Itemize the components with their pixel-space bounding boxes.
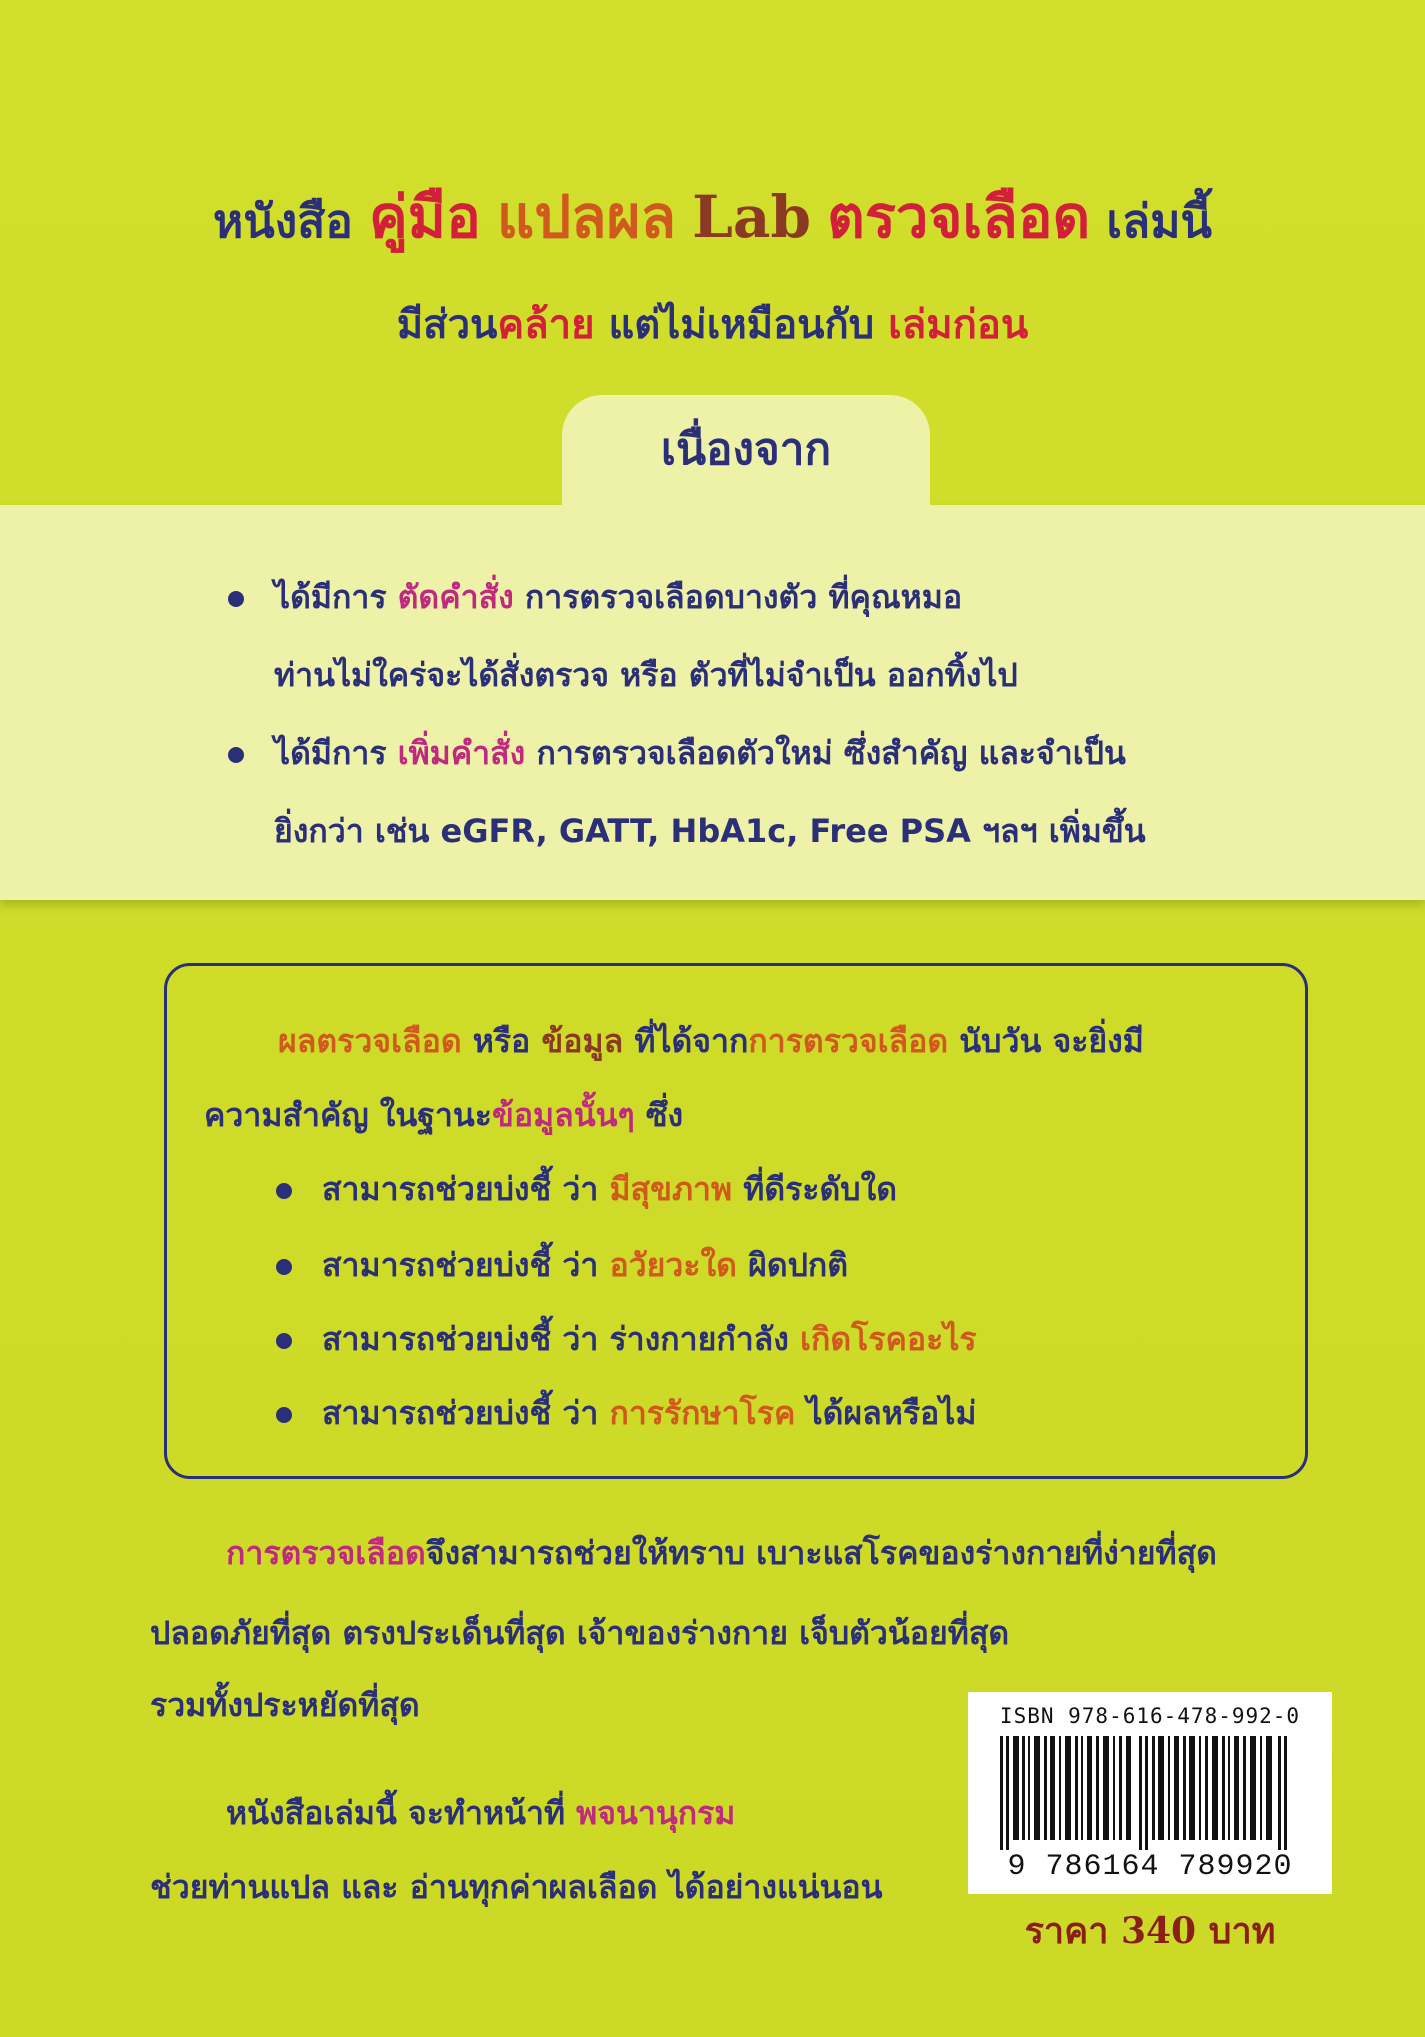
reason-1-c: การตรวจเลือดบางตัว ที่คุณหมอ [524,578,963,616]
info-intro-f: นับวัน จะยิ่งมี [959,1022,1144,1060]
title-interpret: แปลผล [496,183,677,251]
info-item-3 [276,1314,977,1365]
bullet-icon [228,591,244,607]
info-item-2 [276,1240,848,1291]
info-intro [278,1016,1144,1067]
subtitle-previous: เล่มก่อน [888,302,1029,348]
info-item-1 [276,1164,897,1215]
subtitle-part2: แต่ไม่เหมือนกับ [608,302,875,348]
reason-2-b: เพิ่มคำสั่ง [397,734,526,772]
body-p1-line1 [226,1528,1217,1579]
bullet-icon [276,1407,292,1423]
title-blood-test: ตรวจเลือด [827,183,1091,251]
info-line2 [204,1090,683,1141]
info-item-1-c: ที่ดีระดับใด [743,1170,897,1208]
isbn-text: ISBN 978-616-478-992-0 [999,1704,1301,1728]
info-line2-b: ข้อมูลนั้นๆ [491,1096,635,1134]
info-item-1-b: มีสุขภาพ [609,1170,733,1208]
reason-1-a: ได้มีการ [274,578,387,616]
reason-1-line1 [228,572,962,623]
info-intro-a: ผลตรวจเลือด [278,1022,462,1060]
reason-tab: เนื่องจาก [562,395,930,505]
info-intro-b: หรือ [472,1022,531,1060]
title-lab: Lab [692,183,812,251]
bullet-icon [276,1333,292,1349]
price-label: ราคา 340 บาท [1024,1910,1276,1952]
title-prefix: หนังสือ [212,194,353,248]
body-p2-line2: ช่วยท่านแปล และ อ่านทุกค่าผลเลือด ได้อย่างแน่นอน [150,1868,883,1906]
book-title [0,170,1425,263]
book-subtitle [0,292,1425,356]
bullet-icon [276,1259,292,1275]
reason-2-a: ได้มีการ [274,734,387,772]
barcode-label [968,1692,1332,1894]
info-line2-a: ความสำคัญ ในฐานะ [204,1096,492,1134]
reason-1-line2: ท่านไม่ใคร่จะได้สั่งตรวจ หรือ ตัวที่ไม่จำเป็น ออกทิ้งไป [274,656,1018,694]
reason-1-b: ตัดคำสั่ง [397,578,514,616]
barcode-icon [1000,1736,1300,1850]
body-p2-a: หนังสือเล่มนี้ จะทำหน้าที่ [226,1794,566,1832]
info-item-2-b: อวัยวะใด [609,1246,737,1284]
info-item-3-a: สามารถช่วยบ่งชี้ ว่า ร่างกายกำลัง [322,1320,789,1358]
body-p2-b: พจนานุกรม [576,1794,736,1832]
subtitle-similar: คล้าย [497,302,595,348]
title-manual: คู่มือ [368,183,481,251]
body-p1-line2: ปลอดภัยที่สุด ตรงประเด็นที่สุด เจ้าของร่างกาย เจ็บตัวน้อยที่สุด [150,1614,1010,1652]
bullet-icon [276,1183,292,1199]
subtitle-part1: มีส่วน [396,302,498,348]
info-item-3-b: เกิดโรคอะไร [800,1320,977,1358]
title-suffix: เล่มนี้ [1106,194,1213,248]
info-line2-c: ซึ่ง [645,1096,684,1134]
body-p1-b: จึงสามารถช่วยให้ทราบ เบาะแสโรคของร่างกายที่ง่ายที่สุด [425,1534,1217,1572]
barcode-digits: 9 786164 789920 [1007,1850,1293,1884]
info-intro-e: การตรวจเลือด [748,1022,949,1060]
info-item-1-a: สามารถช่วยบ่งชี้ ว่า [322,1170,599,1208]
reason-2-line1 [228,728,1126,779]
reason-2-c: การตรวจเลือดตัวใหม่ ซึ่งสำคัญ และจำเป็น [536,734,1126,772]
info-item-4-a: สามารถช่วยบ่งชี้ ว่า [322,1394,599,1432]
bullet-icon [228,747,244,763]
info-item-4-b: การรักษาโรค [609,1394,796,1432]
info-item-2-c: ผิดปกติ [748,1246,849,1284]
reason-2-line2: ยิ่งกว่า เช่น eGFR, GATT, HbA1c, Free PSA ฯลฯ เพิ่มขึ้น [274,812,1146,850]
info-item-4 [276,1388,976,1439]
body-p1-line3: รวมทั้งประหยัดที่สุด [150,1686,420,1724]
info-intro-d: ที่ได้จาก [634,1022,749,1060]
body-p2-line1 [226,1788,735,1839]
info-item-4-c: ได้ผลหรือไม่ [806,1394,977,1432]
info-intro-c: ข้อมูล [541,1022,624,1060]
body-p1-a: การตรวจเลือด [226,1534,426,1572]
info-item-2-a: สามารถช่วยบ่งชี้ ว่า [322,1246,599,1284]
